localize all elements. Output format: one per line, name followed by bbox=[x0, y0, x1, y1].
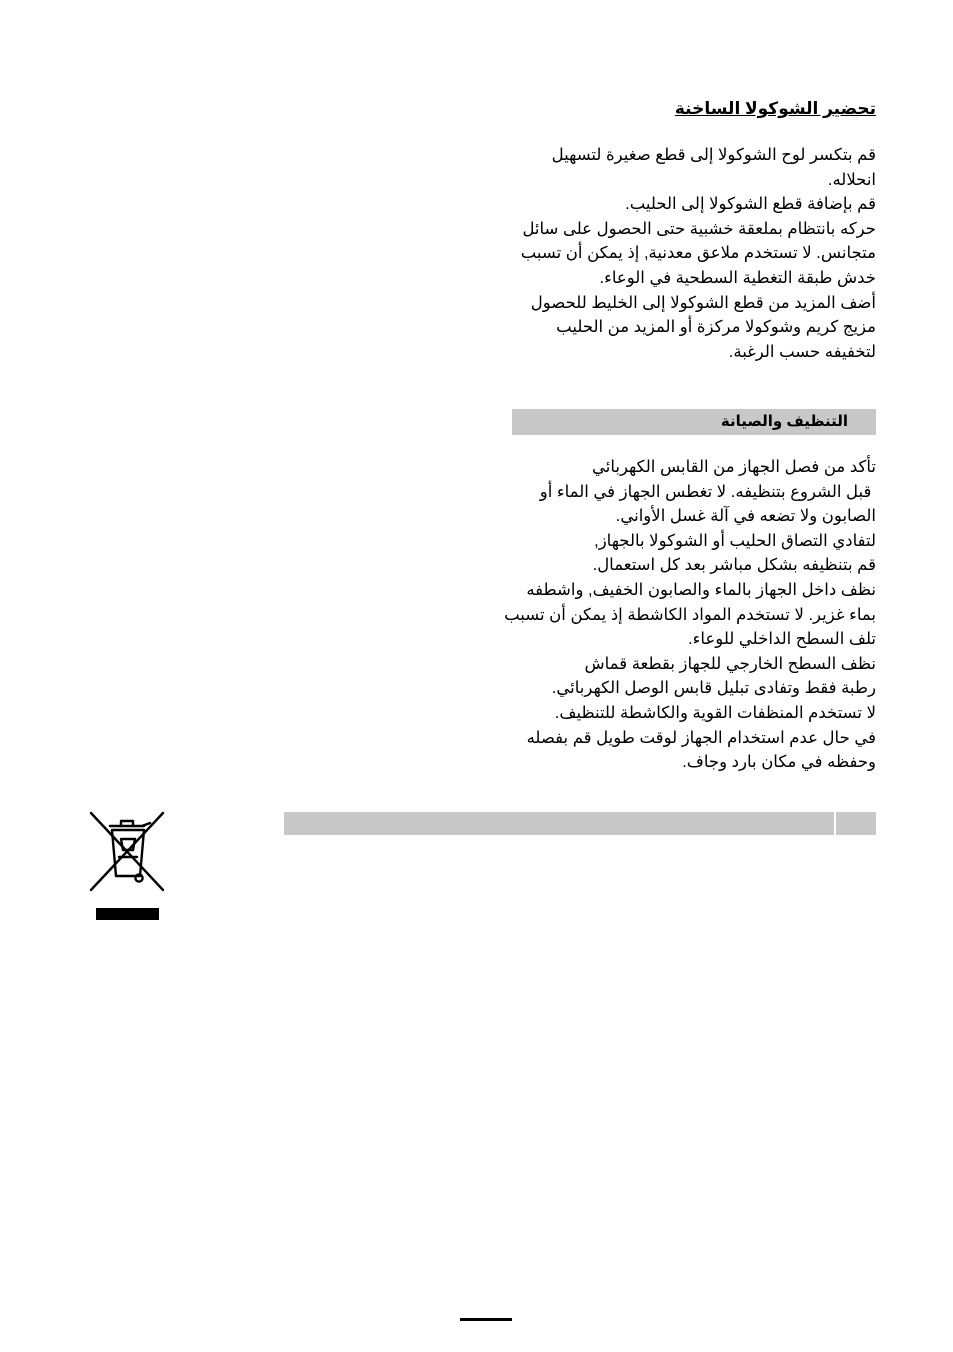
text-line: تلف السطح الداخلي للوعاء. bbox=[688, 630, 876, 649]
crossed-out-wheelie-bin-icon bbox=[88, 810, 168, 925]
text-line: نظف السطح الخارجي للجهاز بقطعة قماش bbox=[584, 654, 876, 673]
text-line: نظف داخل الجهاز بالماء والصابون الخفيف, واشطفه bbox=[526, 580, 876, 599]
text-line: مزيج كريم وشوكولا مركزة أو المزيد من الحليب bbox=[556, 318, 876, 337]
text-line: أضف المزيد من قطع الشوكولا إلى الخليط للحصول bbox=[530, 293, 876, 312]
disposal-section-bar bbox=[284, 812, 876, 835]
text-line: قم بإضافة قطع الشوكولا إلى الحليب. bbox=[625, 195, 876, 214]
hot-chocolate-heading: تحضير الشوكولا الساخنة bbox=[674, 99, 876, 118]
page-number-line bbox=[460, 1318, 512, 1321]
text-line: حركه بانتظام بملعقة خشبية حتى الحصول على سائل bbox=[522, 219, 876, 238]
text-line: لتخفيفه حسب الرغبة. bbox=[728, 342, 876, 361]
text-line: رطبة فقط وتفادى تبليل قابس الوصل الكهربائي. bbox=[551, 679, 876, 698]
text-line: تأكد من فصل الجهاز من القابس الكهربائي bbox=[591, 458, 876, 476]
text-line: خدش طبقة التغطية السطحية في الوعاء. bbox=[599, 268, 876, 287]
cleaning-section-bar: التنظيف والصيانة bbox=[512, 409, 876, 435]
text-line: الصابون ولا تضعه في آلة غسل الأواني. bbox=[615, 507, 876, 526]
text-line: لا تستخدم المنظفات القوية والكاشطة للتنظيف. bbox=[554, 703, 876, 722]
text-line: وحفظه في مكان بارد وجاف. bbox=[682, 753, 876, 772]
text-line: انحلاله. bbox=[827, 170, 876, 189]
text-line: قم بتنظيفه بشكل مباشر بعد كل استعمال. bbox=[592, 556, 876, 575]
text-line: لتفادي التصاق الحليب أو الشوكولا بالجهاز, bbox=[594, 531, 876, 550]
text-line: بماء غزير. لا تستخدم المواد الكاشطة إذ يمكن أن تسبب bbox=[504, 605, 876, 624]
text-line: قبل الشروع بتنظيفه. لا تغطس الجهاز في الماء أو bbox=[539, 482, 876, 501]
cleaning-steps bbox=[496, 455, 876, 775]
hot-chocolate-steps bbox=[496, 143, 876, 364]
text-line: متجانس. لا تستخدم ملاعق معدنية, إذ يمكن أن تسبب bbox=[520, 244, 876, 263]
bar-divider bbox=[834, 812, 836, 835]
text-line: قم بتكسر لوح الشوكولا إلى قطع صغيرة لتسهيل bbox=[551, 146, 876, 164]
text-line: في حال عدم استخدام الجهاز لوقت طويل قم بفصله bbox=[526, 728, 876, 747]
